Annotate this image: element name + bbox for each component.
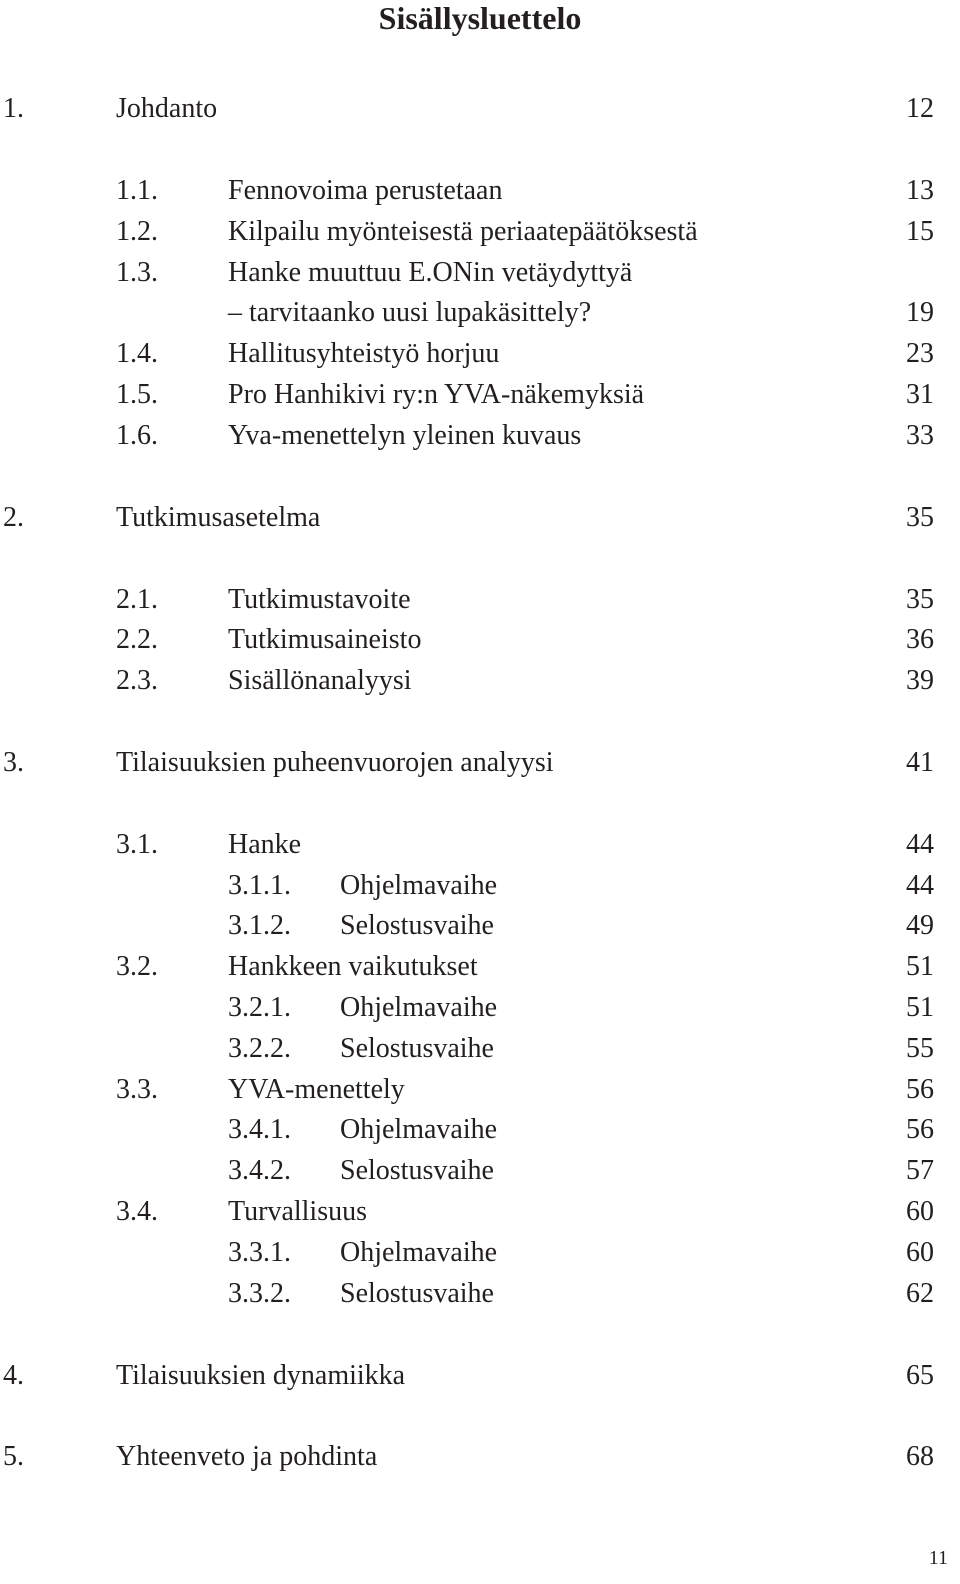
toc-page: 12	[906, 93, 934, 124]
toc-entry	[0, 988, 960, 1028]
page-title: Sisällysluettelo	[378, 0, 582, 36]
toc-number: 2.	[3, 502, 24, 533]
toc-page: 65	[906, 1360, 934, 1391]
toc-title: Selostusvaihe	[340, 1033, 494, 1064]
toc-number: 3.1.2.	[228, 910, 291, 941]
toc-page: 13	[906, 175, 934, 206]
toc-title: Ohjelmavaihe	[340, 870, 498, 901]
toc-entry	[0, 171, 960, 211]
toc-entry	[0, 1437, 960, 1477]
toc-title: Hanke	[228, 829, 302, 860]
toc-number: 1.	[3, 93, 24, 124]
toc-entry	[0, 375, 960, 415]
toc-title: Hankkeen vaikutukset	[228, 951, 478, 982]
toc-title: Hallitusyhteistyö horjuu	[228, 338, 500, 369]
toc-title: Tutkimustavoite	[228, 584, 411, 615]
toc-title: Kilpailu myönteisestä periaatepäätöksestä	[228, 216, 698, 247]
toc-entry	[0, 1070, 960, 1110]
toc-page: 36	[906, 624, 934, 655]
toc-page: 60	[906, 1196, 934, 1227]
toc-page: 68	[906, 1441, 934, 1472]
toc-page: 41	[906, 747, 934, 778]
toc-title: YVA-menettely	[228, 1074, 405, 1105]
toc-number: 1.6.	[116, 420, 158, 451]
toc-number: 1.3.	[116, 257, 158, 288]
toc-title: Ohjelmavaihe	[340, 1114, 498, 1145]
toc-number: 1.1.	[116, 175, 158, 206]
toc-title: Tutkimusaineisto	[228, 624, 422, 655]
toc-entry	[0, 825, 960, 865]
toc-number: 5.	[3, 1441, 24, 1472]
toc-page: 35	[906, 502, 934, 533]
toc-title: Selostusvaihe	[340, 1155, 494, 1186]
toc-page: 51	[906, 992, 934, 1023]
toc-page: 55	[906, 1033, 934, 1064]
toc-entry	[0, 253, 960, 293]
toc-entry	[0, 1274, 960, 1314]
toc-entry	[0, 1233, 960, 1273]
toc-page: 56	[906, 1074, 934, 1105]
toc-page: 31	[906, 379, 934, 410]
toc-title: Sisällönanalyysi	[228, 665, 412, 696]
toc-entry	[0, 212, 960, 252]
toc-number: 3.3.2.	[228, 1278, 291, 1309]
toc-entry	[0, 620, 960, 660]
toc-page: 57	[906, 1155, 934, 1186]
toc-entry	[0, 1356, 960, 1396]
toc-number: 1.4.	[116, 338, 158, 369]
toc-title: Ohjelmavaihe	[340, 992, 498, 1023]
toc-entry	[0, 1192, 960, 1232]
page-number: 11	[928, 1547, 948, 1569]
toc-number: 2.2.	[116, 624, 158, 655]
toc-number: 2.3.	[116, 665, 158, 696]
toc-entry-continuation	[0, 293, 960, 333]
toc-title: Ohjelmavaihe	[340, 1237, 498, 1268]
toc-entry	[0, 1110, 960, 1150]
toc-number: 1.2.	[116, 216, 158, 247]
toc-entry	[0, 661, 960, 701]
toc-number: 3.2.2.	[228, 1033, 291, 1064]
toc-title: Tilaisuuksien puheenvuorojen analyysi	[116, 747, 554, 778]
toc-number: 3.4.1.	[228, 1114, 291, 1145]
toc-page: 60	[906, 1237, 934, 1268]
toc-number: 3.1.	[116, 829, 158, 860]
toc-number: 3.3.	[116, 1074, 158, 1105]
toc-page: 19	[906, 297, 934, 328]
toc-page: 51	[906, 951, 934, 982]
toc-number: 3.4.	[116, 1196, 158, 1227]
toc-entry	[0, 416, 960, 456]
toc-entry	[0, 580, 960, 620]
toc-entry	[0, 947, 960, 987]
toc-entry	[0, 1151, 960, 1191]
toc-entry	[0, 743, 960, 783]
toc-page: 15	[906, 216, 934, 247]
toc-page: 23	[906, 338, 934, 369]
toc-title: Pro Hanhikivi ry:n YVA-näkemyksiä	[228, 379, 645, 410]
toc-number: 1.5.	[116, 379, 158, 410]
toc-title: Yhteenveto ja pohdinta	[116, 1441, 378, 1472]
toc-title: Selostusvaihe	[340, 910, 494, 941]
toc-title: Fennovoima perustetaan	[228, 175, 503, 206]
toc-title: Yva-menettelyn yleinen kuvaus	[228, 420, 582, 451]
toc-page: 39	[906, 665, 934, 696]
toc-entry	[0, 1029, 960, 1069]
toc-page: 35	[906, 584, 934, 615]
toc-title: Turvallisuus	[228, 1196, 368, 1227]
toc-title: Tutkimusasetelma	[116, 502, 321, 533]
toc-number: 4.	[3, 1360, 24, 1391]
toc-number: 3.	[3, 747, 24, 778]
toc-page: 33	[906, 420, 934, 451]
toc-entry	[0, 334, 960, 374]
toc-entry	[0, 906, 960, 946]
toc-page: 49	[906, 910, 934, 941]
toc-number: 3.1.1.	[228, 870, 291, 901]
toc-title-continuation: – tarvitaanko uusi lupakäsittely?	[228, 297, 592, 328]
toc-page: 44	[906, 870, 934, 901]
toc-entry	[0, 89, 960, 129]
toc-page: 62	[906, 1278, 934, 1309]
toc-title: Tilaisuuksien dynamiikka	[116, 1360, 406, 1391]
toc-number: 3.2.	[116, 951, 158, 982]
toc-number: 3.2.1.	[228, 992, 291, 1023]
toc-number: 3.3.1.	[228, 1237, 291, 1268]
toc-title: Johdanto	[116, 93, 218, 124]
toc-page: 44	[906, 829, 934, 860]
toc-title: Selostusvaihe	[340, 1278, 494, 1309]
toc-page: 56	[906, 1114, 934, 1145]
toc-number: 2.1.	[116, 584, 158, 615]
toc-entry	[0, 498, 960, 538]
toc-number: 3.4.2.	[228, 1155, 291, 1186]
toc-title: Hanke muuttuu E.ONin vetäydyttyä	[228, 257, 633, 288]
toc-entry	[0, 866, 960, 906]
